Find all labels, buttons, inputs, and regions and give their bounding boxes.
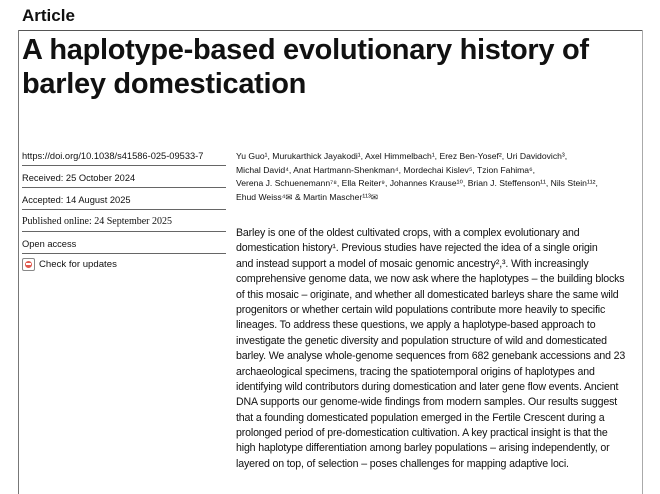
abstract-line: archaeological specimens, tracing the spatiotemporal origins of haplotypes and	[236, 365, 595, 378]
author-line: Ehud Weiss⁴✉ & Martin Mascher¹¹³✉	[236, 191, 379, 202]
article-metadata	[22, 148, 226, 272]
abstract-line: barley. We analyse whole-genome sequences from 682 genebank accessions and 23	[236, 350, 626, 363]
title-divider	[18, 30, 642, 31]
check-for-updates-label: Check for updates	[39, 258, 117, 270]
abstract-line: comprehensive genome data, we now ask where the haplotypes – the building blocks	[236, 273, 625, 286]
abstract-line: lineages. To address these questions, we apply a haplotype-based approach to	[236, 319, 596, 332]
right-border	[642, 30, 643, 494]
doi-link[interactable]: https://doi.org/10.1038/s41586-025-09533-7	[22, 148, 226, 166]
abstract-line: investigate the genetic diversity and population structure of wild and domesticated	[236, 334, 607, 347]
abstract-line: Barley is one of the oldest cultivated crops, with a complex evolutionary and	[236, 227, 580, 239]
abstract-line: domestication history¹. Previous studies have rejected the idea of a single origin	[236, 242, 598, 255]
author-line: Yu Guo¹, Murukarthick Jayakodi¹, Axel Himmelbach¹, Erez Ben-Yosef², Uri Davidovich³,	[236, 151, 568, 161]
published-date: Published online: 24 September 2025	[22, 214, 226, 232]
received-date: Received: 25 October 2024	[22, 170, 226, 188]
section-label: Article	[22, 6, 75, 25]
author-list	[236, 150, 636, 204]
check-for-updates-button[interactable]	[22, 256, 226, 272]
left-border	[18, 30, 19, 494]
title-line: barley domestication	[22, 68, 307, 100]
author-line: Verena J. Schuenemann⁷⁸, Ella Reiter⁹, Johannes Krause¹⁰, Brian J. Steffenson¹¹, Nils Stein¹¹²,	[236, 178, 598, 189]
abstract-line: identifying wild contributors during domestication and later gene flow events. Ancient	[236, 380, 619, 393]
open-access-label: Open access	[22, 236, 226, 254]
abstract-line: that a founding domesticated population emerged in the Fertile Crescent during a	[236, 411, 605, 424]
abstract-line: DNA supports our genome-wide findings from modern samples. Our results suggest	[236, 396, 618, 409]
article-title	[22, 33, 642, 101]
accepted-date: Accepted: 14 August 2025	[22, 192, 226, 210]
abstract-line: of this mosaic – originate, and whether all domesticated barleys share the same wild	[236, 288, 619, 301]
abstract-line: layered on top, of selection – poses challenges for mapping adaptive loci.	[236, 457, 569, 470]
abstract	[236, 226, 638, 472]
abstract-line: and instead support a model of mosaic genomic ancestry²,³. With increasingly	[236, 257, 589, 270]
abstract-line: progenitors or whether certain wild populations contribute more heavily to specific	[236, 303, 606, 316]
crossmark-icon	[22, 258, 35, 271]
abstract-line: high haplotype differentiation among barley populations – arising independently, or	[236, 442, 610, 455]
title-line: A haplotype-based evolutionary history of	[22, 34, 589, 66]
abstract-line: prolonged period of pre-domestication cultivation. A key practical insight is that the	[236, 427, 608, 440]
author-line: Michal David⁴, Anat Hartmann-Shenkman⁴, Mordechai Kislev⁵, Tzion Fahima⁶,	[236, 164, 535, 175]
